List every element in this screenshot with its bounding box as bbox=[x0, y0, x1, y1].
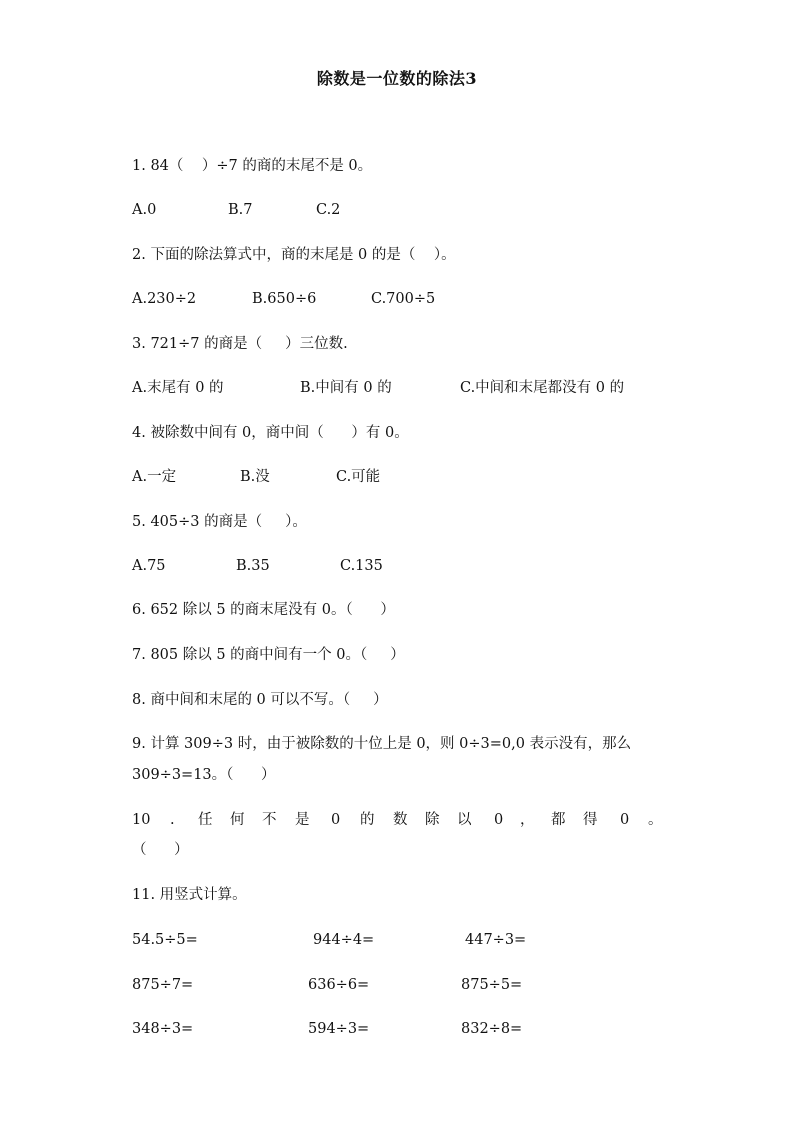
q10-char: 得 bbox=[583, 812, 598, 828]
q2-option-a: A.230÷2 bbox=[132, 291, 197, 307]
calc-item: 348÷3= bbox=[132, 1021, 194, 1037]
q5-option-c: C.135 bbox=[340, 558, 383, 574]
q2-option-b: B.650÷6 bbox=[252, 291, 317, 307]
question-10-line-2: （ ） bbox=[132, 842, 189, 858]
q4-option-a: A.一定 bbox=[132, 469, 177, 485]
question-9-line-1: 9. 计算 309÷3 时，由于被除数的十位上是 0，则 0÷3=0,0 表示没有，那么 bbox=[132, 736, 632, 752]
q10-char: 任 bbox=[198, 812, 213, 828]
q10-char: 除 bbox=[425, 812, 440, 828]
question-1: 1. 84（ ）÷7 的商的末尾不是 0。 bbox=[132, 158, 373, 174]
q10-char: 不 bbox=[262, 812, 277, 828]
question-3: 3. 721÷7 的商是（ ）三位数. bbox=[132, 336, 348, 352]
q10-char: 何 bbox=[230, 812, 245, 828]
q10-char: 是 bbox=[295, 812, 310, 828]
q10-char: 。 bbox=[648, 812, 663, 828]
q10-char: 0 bbox=[494, 812, 504, 828]
calc-item: 636÷6= bbox=[308, 977, 370, 993]
question-7: 7. 805 除以 5 的商中间有一个 0。（ ） bbox=[132, 647, 405, 663]
calc-item: 875÷5= bbox=[461, 977, 523, 993]
q3-option-c: C.中间和末尾都没有 0 的 bbox=[460, 380, 625, 396]
calc-item: 54.5÷5= bbox=[132, 932, 198, 948]
q3-option-b: B.中间有 0 的 bbox=[300, 380, 392, 396]
calc-item: 832÷8= bbox=[461, 1021, 523, 1037]
q5-option-a: A.75 bbox=[132, 558, 166, 574]
calc-item: 594÷3= bbox=[308, 1021, 370, 1037]
q10-char: 以 bbox=[457, 812, 472, 828]
q10-char: 0 bbox=[620, 812, 630, 828]
q2-option-c: C.700÷5 bbox=[371, 291, 436, 307]
q1-option-c: C.2 bbox=[316, 202, 341, 218]
page-title: 除数是一位数的除法3 bbox=[316, 69, 478, 88]
q10-char: . bbox=[170, 812, 175, 828]
question-11: 11. 用竖式计算。 bbox=[132, 887, 247, 903]
question-6: 6. 652 除以 5 的商末尾没有 0。（ ） bbox=[132, 602, 395, 618]
q10-char: 数 bbox=[393, 812, 408, 828]
q4-option-b: B.没 bbox=[240, 469, 270, 485]
question-5: 5. 405÷3 的商是（ ）。 bbox=[132, 514, 307, 530]
question-2: 2. 下面的除法算式中，商的末尾是 0 的是（ ）。 bbox=[132, 247, 456, 263]
question-8: 8. 商中间和末尾的 0 可以不写。（ ） bbox=[132, 692, 388, 708]
question-4: 4. 被除数中间有 0，商中间（ ）有 0。 bbox=[132, 425, 409, 441]
q10-char: 的 bbox=[360, 812, 375, 828]
calc-item: 875÷7= bbox=[132, 977, 194, 993]
q10-char: ， bbox=[520, 812, 535, 828]
q10-char: 10 bbox=[132, 812, 151, 828]
q10-char: 都 bbox=[551, 812, 566, 828]
q4-option-c: C.可能 bbox=[336, 469, 381, 485]
calc-item: 447÷3= bbox=[465, 932, 527, 948]
q1-option-b: B.7 bbox=[228, 202, 253, 218]
q1-option-a: A.0 bbox=[132, 202, 157, 218]
q5-option-b: B.35 bbox=[236, 558, 270, 574]
question-9-line-2: 309÷3=13。（ ） bbox=[132, 767, 276, 783]
q10-char: 0 bbox=[331, 812, 341, 828]
q3-option-a: A.末尾有 0 的 bbox=[132, 380, 224, 396]
calc-item: 944÷4= bbox=[313, 932, 375, 948]
